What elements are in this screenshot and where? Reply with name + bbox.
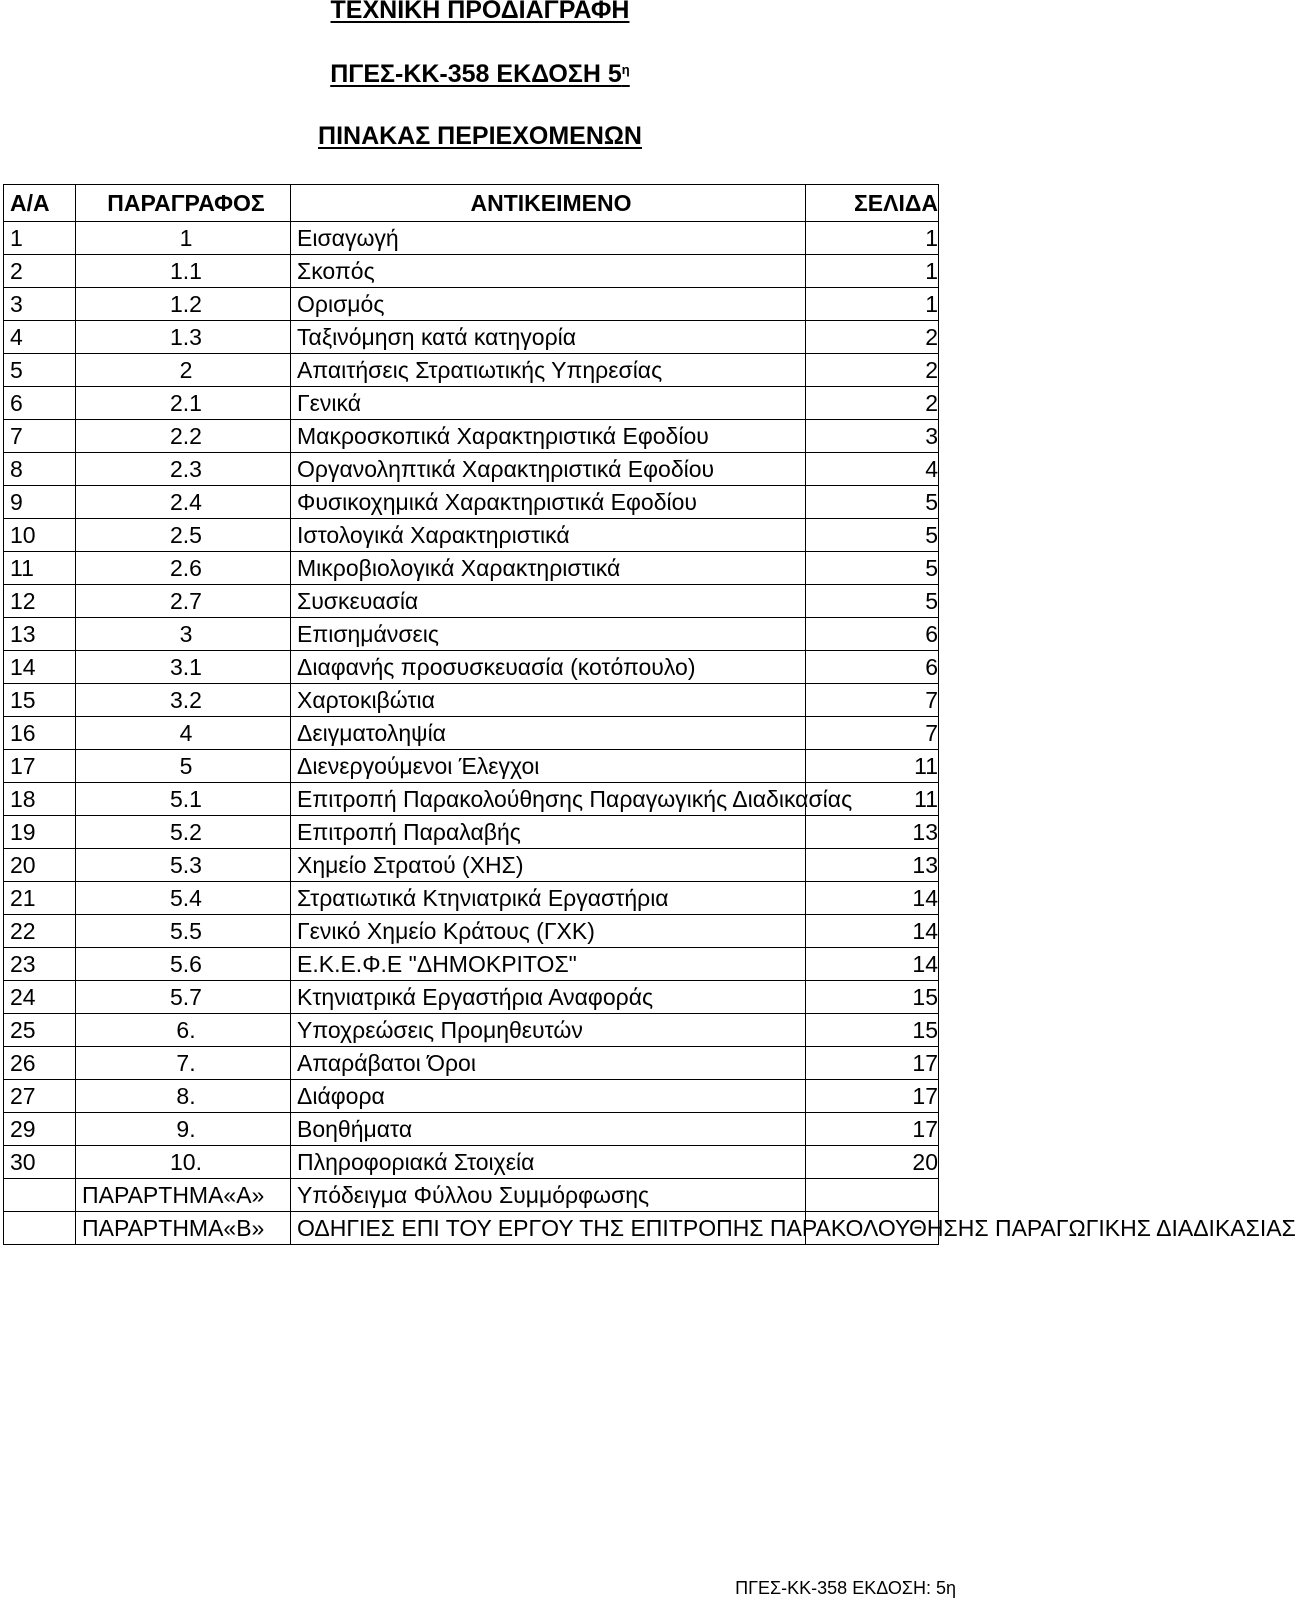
appendix-row [4, 1179, 939, 1212]
row-paragraph: 3 [76, 618, 291, 651]
appendix-page [806, 1179, 939, 1212]
row-page: 11 [806, 783, 939, 816]
row-subject: Δειγματοληψία [291, 717, 806, 750]
row-paragraph: 5.1 [76, 783, 291, 816]
row-page: 17 [806, 1080, 939, 1113]
row-subject: Ε.Κ.Ε.Φ.Ε "ΔΗΜΟΚΡΙΤΟΣ" [291, 948, 806, 981]
document-title-text: ΤΕΧΝΙΚΗ ΠΡΟΔΙΑΓΡΑΦΗ [330, 0, 630, 24]
appendix-label: ΠΑΡΑΡΤΗΜΑ«Α» [76, 1179, 291, 1212]
appendix-aa [4, 1212, 76, 1245]
table-row [4, 915, 939, 948]
row-paragraph: 2.4 [76, 486, 291, 519]
row-paragraph: 5.7 [76, 981, 291, 1014]
row-page: 20 [806, 1146, 939, 1179]
row-page: 17 [806, 1113, 939, 1146]
row-aa: 10 [4, 519, 76, 552]
row-subject: Βοηθήματα [291, 1113, 806, 1146]
table-row [4, 321, 939, 354]
row-subject: Διάφορα [291, 1080, 806, 1113]
spec-code: ΠΓΕΣ-ΚΚ-358 ΕΚΔΟΣΗ 5 [330, 60, 622, 88]
row-page: 14 [806, 882, 939, 915]
appendix-subject: Υπόδειγμα Φύλλου Συμμόρφωσης [291, 1179, 806, 1212]
row-page: 14 [806, 915, 939, 948]
row-page: 3 [806, 420, 939, 453]
row-page: 1 [806, 288, 939, 321]
row-subject: Στρατιωτικά Κτηνιατρικά Εργαστήρια [291, 882, 806, 915]
table-row [4, 684, 939, 717]
table-row [4, 453, 939, 486]
row-page: 7 [806, 684, 939, 717]
row-subject: Εισαγωγή [291, 222, 806, 255]
table-row [4, 387, 939, 420]
row-paragraph: 1.1 [76, 255, 291, 288]
row-aa: 8 [4, 453, 76, 486]
row-aa: 13 [4, 618, 76, 651]
row-paragraph: 2 [76, 354, 291, 387]
row-aa: 30 [4, 1146, 76, 1179]
row-aa: 15 [4, 684, 76, 717]
row-aa: 22 [4, 915, 76, 948]
row-page: 1 [806, 255, 939, 288]
table-row [4, 1047, 939, 1080]
row-paragraph: 2.6 [76, 552, 291, 585]
row-aa: 23 [4, 948, 76, 981]
table-row [4, 1080, 939, 1113]
row-aa: 19 [4, 816, 76, 849]
row-aa: 1 [4, 222, 76, 255]
row-subject: Υποχρεώσεις Προμηθευτών [291, 1014, 806, 1047]
row-paragraph: 4 [76, 717, 291, 750]
row-aa: 3 [4, 288, 76, 321]
row-paragraph: 2.2 [76, 420, 291, 453]
spec-title-text [330, 60, 630, 88]
row-paragraph: 1.3 [76, 321, 291, 354]
row-paragraph: 6. [76, 1014, 291, 1047]
appendix-aa [4, 1179, 76, 1212]
toc-body [4, 222, 1296, 1245]
row-aa: 11 [4, 552, 76, 585]
row-subject: Επιτροπή Παρακολούθησης Παραγωγικής Διαδικασίας [291, 783, 806, 816]
row-paragraph: 5.3 [76, 849, 291, 882]
row-aa: 2 [4, 255, 76, 288]
row-paragraph: 5.2 [76, 816, 291, 849]
row-page: 5 [806, 552, 939, 585]
row-aa: 14 [4, 651, 76, 684]
row-subject: Ιστολογικά Χαρακτηριστικά [291, 519, 806, 552]
row-paragraph: 5.5 [76, 915, 291, 948]
row-page: 17 [806, 1047, 939, 1080]
appendix-label: ΠΑΡΑΡΤΗΜΑ«Β» [76, 1212, 291, 1245]
table-row [4, 651, 939, 684]
table-row [4, 783, 939, 816]
row-page: 11 [806, 750, 939, 783]
table-row [4, 816, 939, 849]
row-page: 6 [806, 651, 939, 684]
row-paragraph: 7. [76, 1047, 291, 1080]
table-row [4, 882, 939, 915]
row-aa: 27 [4, 1080, 76, 1113]
spec-superscript: η [621, 62, 630, 77]
table-row [4, 948, 939, 981]
header-aa: Α/Α [4, 185, 76, 222]
row-paragraph: 5.4 [76, 882, 291, 915]
table-row [4, 849, 939, 882]
header-paragraph: ΠΑΡΑΓΡΑΦΟΣ [76, 185, 291, 222]
row-subject: Χαρτοκιβώτια [291, 684, 806, 717]
row-page: 2 [806, 354, 939, 387]
row-subject: Σκοπός [291, 255, 806, 288]
header-subject: ΑΝΤΙΚΕΙΜΕΝΟ [291, 185, 806, 222]
table-row [4, 585, 939, 618]
header-page: ΣΕΛΙΔΑ [806, 185, 939, 222]
row-aa: 18 [4, 783, 76, 816]
row-subject: Γενικό Χημείο Κράτους (ΓΧΚ) [291, 915, 806, 948]
row-paragraph: 1 [76, 222, 291, 255]
document-title [0, 0, 960, 25]
row-paragraph: 1.2 [76, 288, 291, 321]
row-subject: Διενεργούμενοι Έλεγχοι [291, 750, 806, 783]
row-aa: 12 [4, 585, 76, 618]
row-paragraph: 5.6 [76, 948, 291, 981]
row-aa: 26 [4, 1047, 76, 1080]
row-subject: Απαιτήσεις Στρατιωτικής Υπηρεσίας [291, 354, 806, 387]
table-row [4, 420, 939, 453]
table-row [4, 750, 939, 783]
row-page: 13 [806, 849, 939, 882]
spec-title [0, 59, 960, 89]
row-page: 4 [806, 453, 939, 486]
row-subject: Επιτροπή Παραλαβής [291, 816, 806, 849]
row-aa: 25 [4, 1014, 76, 1047]
row-aa: 9 [4, 486, 76, 519]
row-paragraph: 5 [76, 750, 291, 783]
row-page: 6 [806, 618, 939, 651]
table-row [4, 255, 939, 288]
row-paragraph: 3.1 [76, 651, 291, 684]
row-page: 1 [806, 222, 939, 255]
row-page: 14 [806, 948, 939, 981]
row-aa: 20 [4, 849, 76, 882]
row-subject: Απαράβατοι Όροι [291, 1047, 806, 1080]
row-subject: Γενικά [291, 387, 806, 420]
row-paragraph: 10. [76, 1146, 291, 1179]
appendix-row [4, 1212, 939, 1245]
table-header-row [4, 185, 939, 222]
row-subject: Ορισμός [291, 288, 806, 321]
row-subject: Μακροσκοπικά Χαρακτηριστικά Εφοδίου [291, 420, 806, 453]
table-row [4, 1113, 939, 1146]
row-page: 13 [806, 816, 939, 849]
row-subject: Φυσικοχημικά Χαρακτηριστικά Εφοδίου [291, 486, 806, 519]
table-row [4, 519, 939, 552]
row-paragraph: 2.7 [76, 585, 291, 618]
row-paragraph: 2.1 [76, 387, 291, 420]
page-footer: ΠΓΕΣ-ΚΚ-358 ΕΚΔΟΣΗ: 5η [735, 1578, 956, 1598]
row-subject: Επισημάνσεις [291, 618, 806, 651]
toc-title-text: ΠΙΝΑΚΑΣ ΠΕΡΙΕΧΟΜΕΝΩΝ [318, 122, 642, 150]
row-page: 15 [806, 1014, 939, 1047]
row-page: 15 [806, 981, 939, 1014]
row-page: 5 [806, 486, 939, 519]
row-aa: 24 [4, 981, 76, 1014]
table-row [4, 1146, 939, 1179]
row-paragraph: 9. [76, 1113, 291, 1146]
row-subject: Μικροβιολογικά Χαρακτηριστικά [291, 552, 806, 585]
table-row [4, 981, 939, 1014]
table-row [4, 717, 939, 750]
row-subject: Ταξινόμηση κατά κατηγορία [291, 321, 806, 354]
table-row [4, 618, 939, 651]
row-subject: Χημείο Στρατού (ΧΗΣ) [291, 849, 806, 882]
row-aa: 7 [4, 420, 76, 453]
row-page: 2 [806, 321, 939, 354]
row-paragraph: 8. [76, 1080, 291, 1113]
row-paragraph: 3.2 [76, 684, 291, 717]
table-row [4, 1014, 939, 1047]
row-aa: 16 [4, 717, 76, 750]
table-row [4, 486, 939, 519]
row-subject: Κτηνιατρικά Εργαστήρια Αναφοράς [291, 981, 806, 1014]
table-row [4, 288, 939, 321]
row-aa: 17 [4, 750, 76, 783]
table-row [4, 354, 939, 387]
row-subject: Συσκευασία [291, 585, 806, 618]
row-page: 5 [806, 585, 939, 618]
row-page: 2 [806, 387, 939, 420]
row-subject: Διαφανής προσυσκευασία (κοτόπουλο) [291, 651, 806, 684]
row-page: 7 [806, 717, 939, 750]
row-subject: Οργανοληπτικά Χαρακτηριστικά Εφοδίου [291, 453, 806, 486]
row-aa: 5 [4, 354, 76, 387]
table-row [4, 552, 939, 585]
appendix-subject: ΟΔΗΓΙΕΣ ΕΠΙ ΤΟΥ ΕΡΓΟΥ ΤΗΣ ΕΠΙΤΡΟΠΗΣ ΠΑΡΑΚΟΛΟΥΘΗΣΗΣ ΠΑΡΑΓΩΓΙΚΗΣ ΔΙΑΔΙΚΑΣΙΑΣ [291, 1212, 806, 1245]
toc-title [0, 121, 960, 151]
toc-table [3, 184, 1296, 1245]
row-aa: 4 [4, 321, 76, 354]
row-paragraph: 2.5 [76, 519, 291, 552]
row-paragraph: 2.3 [76, 453, 291, 486]
row-aa: 21 [4, 882, 76, 915]
table-row [4, 222, 939, 255]
row-subject: Πληροφοριακά Στοιχεία [291, 1146, 806, 1179]
row-aa: 29 [4, 1113, 76, 1146]
row-page: 5 [806, 519, 939, 552]
row-aa: 6 [4, 387, 76, 420]
